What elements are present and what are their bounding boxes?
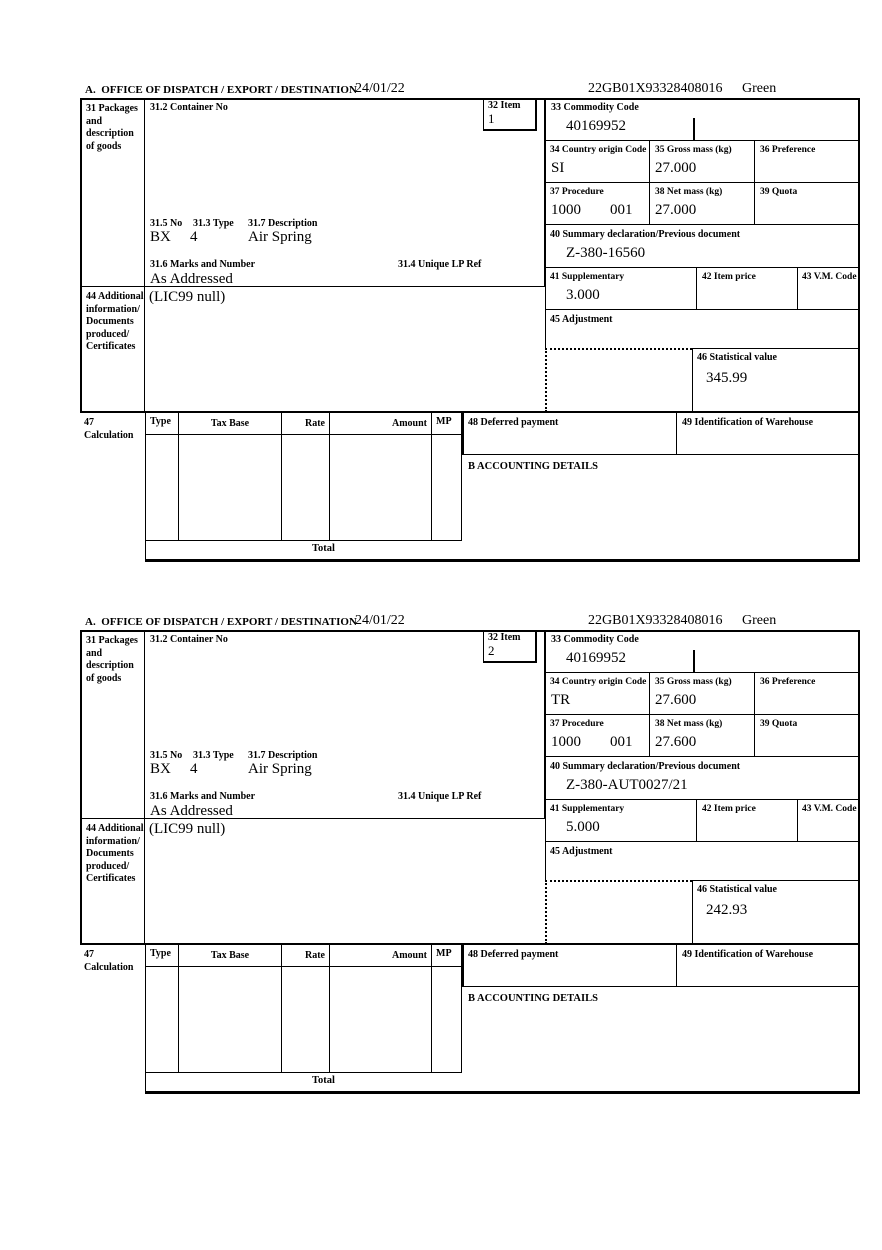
- mp-column-label: MP: [436, 416, 452, 427]
- box-48-label: 48 Deferred payment: [468, 417, 559, 428]
- commodity-code-divider-tick: [693, 650, 695, 673]
- procedure-code-2-value: 001: [610, 734, 633, 750]
- tax-col-taxbase-header: [179, 945, 282, 967]
- country-origin-value: SI: [551, 160, 565, 176]
- box-34-label: 34 Country origin Code: [550, 677, 647, 687]
- box-39-label: 39 Quota: [760, 719, 798, 729]
- tax-col-mp-body: [432, 967, 462, 1072]
- tax-col-rate-header: [282, 945, 330, 967]
- gross-mass-value: 27.000: [655, 160, 697, 176]
- box-36-label: 36 Preference: [760, 145, 816, 155]
- goods-description-value: Air Spring: [248, 761, 312, 777]
- box-44-label: 44 Additional information/ Documents produced/ Certificates: [86, 291, 144, 352]
- total-label: Total: [312, 1075, 335, 1086]
- box-46-label: 46 Statistical value: [697, 884, 777, 895]
- marks-and-number-value: As Addressed: [150, 803, 233, 819]
- tax-col-rate-header: [282, 413, 330, 435]
- package-number-value: BX: [150, 761, 171, 777]
- box-49-label: 49 Identification of Warehouse: [682, 417, 814, 428]
- procedure-code-value: 1000: [551, 202, 581, 218]
- additional-information-value: (LIC99 null): [149, 289, 226, 305]
- box-48-label: 48 Deferred payment: [468, 949, 559, 960]
- declaration-item-copy: [0, 82, 882, 582]
- amount-column-label: Amount: [391, 418, 427, 429]
- previous-document-value: Z-380-16560: [566, 245, 646, 261]
- box-43-label: 43 V.M. Code: [802, 804, 857, 814]
- tax-col-type-body: [145, 435, 179, 540]
- tax-col-taxbase-header: [179, 413, 282, 435]
- dotted-divider-vertical: [545, 880, 547, 944]
- accounting-details-heading: B ACCOUNTING DETAILS: [468, 993, 598, 1004]
- dotted-divider-horizontal: [545, 880, 692, 882]
- commodity-code-value: 40169952: [566, 650, 626, 666]
- tax-col-mp-body: [432, 435, 462, 540]
- office-of-dispatch-heading: A. OFFICE OF DISPATCH / EXPORT / DESTINATION: [85, 616, 357, 628]
- dotted-divider-horizontal: [545, 348, 692, 350]
- box-32-item-cell: [483, 98, 537, 131]
- box-35-label: 35 Gross mass (kg): [655, 677, 732, 687]
- tax-col-type-header: [145, 945, 179, 967]
- commodity-code-divider-tick: [693, 118, 695, 141]
- routing-status: Green: [742, 81, 777, 96]
- declaration-reference-number: 22GB01X93328408016: [588, 81, 723, 96]
- gross-mass-value: 27.600: [655, 692, 697, 708]
- package-type-value: 4: [190, 229, 198, 245]
- procedure-code-value: 1000: [551, 734, 581, 750]
- box-36-label: 36 Preference: [760, 677, 816, 687]
- tax-col-rate-body: [282, 967, 330, 1072]
- box-44-label-cell: [80, 819, 145, 944]
- box-33-label: 33 Commodity Code: [551, 102, 639, 113]
- tax-col-rate-body: [282, 435, 330, 540]
- mp-column-label: MP: [436, 948, 452, 959]
- box-31-3-label: 31.3 Type: [193, 218, 234, 229]
- office-of-dispatch-heading: A. OFFICE OF DISPATCH / EXPORT / DESTINATION: [85, 84, 357, 96]
- box-31-label-cell: [80, 98, 145, 287]
- declaration-date: 24/01/22: [355, 613, 405, 628]
- declaration-item-copy: [0, 614, 882, 1114]
- package-type-value: 4: [190, 761, 198, 777]
- tax-col-amount-body: [330, 435, 432, 540]
- declaration-date: 24/01/22: [355, 81, 405, 96]
- tax-base-column-label: Tax Base: [210, 950, 250, 961]
- box-46-label: 46 Statistical value: [697, 352, 777, 363]
- box-47-label: 47 Calculation: [84, 417, 134, 441]
- box-31-6-label: 31.6 Marks and Number: [150, 259, 256, 270]
- box-42-label: 42 Item price: [702, 272, 756, 282]
- tax-col-mp-header: [432, 945, 462, 967]
- box-31-7-label: 31.7 Description: [248, 218, 318, 229]
- tax-base-column-label: Tax Base: [210, 418, 250, 429]
- item-number-value: 2: [488, 643, 495, 658]
- tax-col-taxbase-body: [179, 435, 282, 540]
- box-38-label: 38 Net mass (kg): [655, 187, 723, 197]
- tax-col-amount-header: [330, 945, 432, 967]
- dotted-divider-vertical: [545, 348, 547, 412]
- tax-col-type-header: [145, 413, 179, 435]
- accounting-details-heading: B ACCOUNTING DETAILS: [468, 461, 598, 472]
- net-mass-value: 27.600: [655, 734, 697, 750]
- tax-col-taxbase-body: [179, 967, 282, 1072]
- supplementary-units-value: 3.000: [566, 287, 600, 303]
- box-40-label: 40 Summary declaration/Previous document: [550, 229, 741, 240]
- box-33-label: 33 Commodity Code: [551, 634, 639, 645]
- procedure-code-2-value: 001: [610, 202, 633, 218]
- statistical-value: 242.93: [706, 902, 748, 918]
- box-49-label: 49 Identification of Warehouse: [682, 949, 814, 960]
- commodity-code-value: 40169952: [566, 118, 626, 134]
- box-32-label: 32 Item: [488, 100, 521, 111]
- box-31-label: 31 Packages and description of goods: [86, 635, 138, 684]
- box-32-label: 32 Item: [488, 632, 521, 643]
- previous-document-value: Z-380-AUT0027/21: [566, 777, 688, 793]
- box-43-label: 43 V.M. Code: [802, 272, 857, 282]
- box-31-label: 31 Packages and description of goods: [86, 103, 138, 152]
- tax-col-amount-body: [330, 967, 432, 1072]
- rate-column-label: Rate: [305, 418, 325, 429]
- marks-and-number-value: As Addressed: [150, 271, 233, 287]
- box-40-label: 40 Summary declaration/Previous document: [550, 761, 741, 772]
- box-45-label: 45 Adjustment: [550, 314, 613, 325]
- box-39-label: 39 Quota: [760, 187, 798, 197]
- box-41-label: 41 Supplementary: [550, 272, 625, 282]
- box-42-label: 42 Item price: [702, 804, 756, 814]
- box-31-7-label: 31.7 Description: [248, 750, 318, 761]
- box-31-4-label: 31.4 Unique LP Ref: [398, 259, 482, 270]
- box-32-item-cell: [483, 630, 537, 663]
- box-35-label: 35 Gross mass (kg): [655, 145, 732, 155]
- box-31-2-label: 31.2 Container No: [150, 634, 228, 645]
- country-origin-value: TR: [551, 692, 571, 708]
- tax-col-type-body: [145, 967, 179, 1072]
- total-label: Total: [312, 543, 335, 554]
- routing-status: Green: [742, 613, 777, 628]
- rate-column-label: Rate: [305, 950, 325, 961]
- declaration-reference-number: 22GB01X93328408016: [588, 613, 723, 628]
- additional-information-value: (LIC99 null): [149, 821, 226, 837]
- amount-column-label: Amount: [391, 950, 427, 961]
- tax-col-mp-header: [432, 413, 462, 435]
- box-31-2-label: 31.2 Container No: [150, 102, 228, 113]
- goods-description-value: Air Spring: [248, 229, 312, 245]
- type-column-label: Type: [150, 948, 171, 959]
- box-45-label: 45 Adjustment: [550, 846, 613, 857]
- total-row-cell: [145, 540, 860, 562]
- tax-col-amount-header: [330, 413, 432, 435]
- box-31-6-label: 31.6 Marks and Number: [150, 791, 256, 802]
- box-31-5-label: 31.5 No: [150, 218, 183, 229]
- item-number-value: 1: [488, 111, 495, 126]
- type-column-label: Type: [150, 416, 171, 427]
- box-38-label: 38 Net mass (kg): [655, 719, 723, 729]
- box-37-label: 37 Procedure: [550, 719, 604, 729]
- supplementary-units-value: 5.000: [566, 819, 600, 835]
- box-37-label: 37 Procedure: [550, 187, 604, 197]
- total-row-cell: [145, 1072, 860, 1094]
- box-44-label-cell: [80, 287, 145, 412]
- box-31-3-label: 31.3 Type: [193, 750, 234, 761]
- box-31-4-label: 31.4 Unique LP Ref: [398, 791, 482, 802]
- statistical-value: 345.99: [706, 370, 748, 386]
- net-mass-value: 27.000: [655, 202, 697, 218]
- box-47-label: 47 Calculation: [84, 949, 134, 973]
- box-31-5-label: 31.5 No: [150, 750, 183, 761]
- box-41-label: 41 Supplementary: [550, 804, 625, 814]
- box-31-label-cell: [80, 630, 145, 819]
- package-number-value: BX: [150, 229, 171, 245]
- box-44-label: 44 Additional information/ Documents produced/ Certificates: [86, 823, 144, 884]
- box-34-label: 34 Country origin Code: [550, 145, 647, 155]
